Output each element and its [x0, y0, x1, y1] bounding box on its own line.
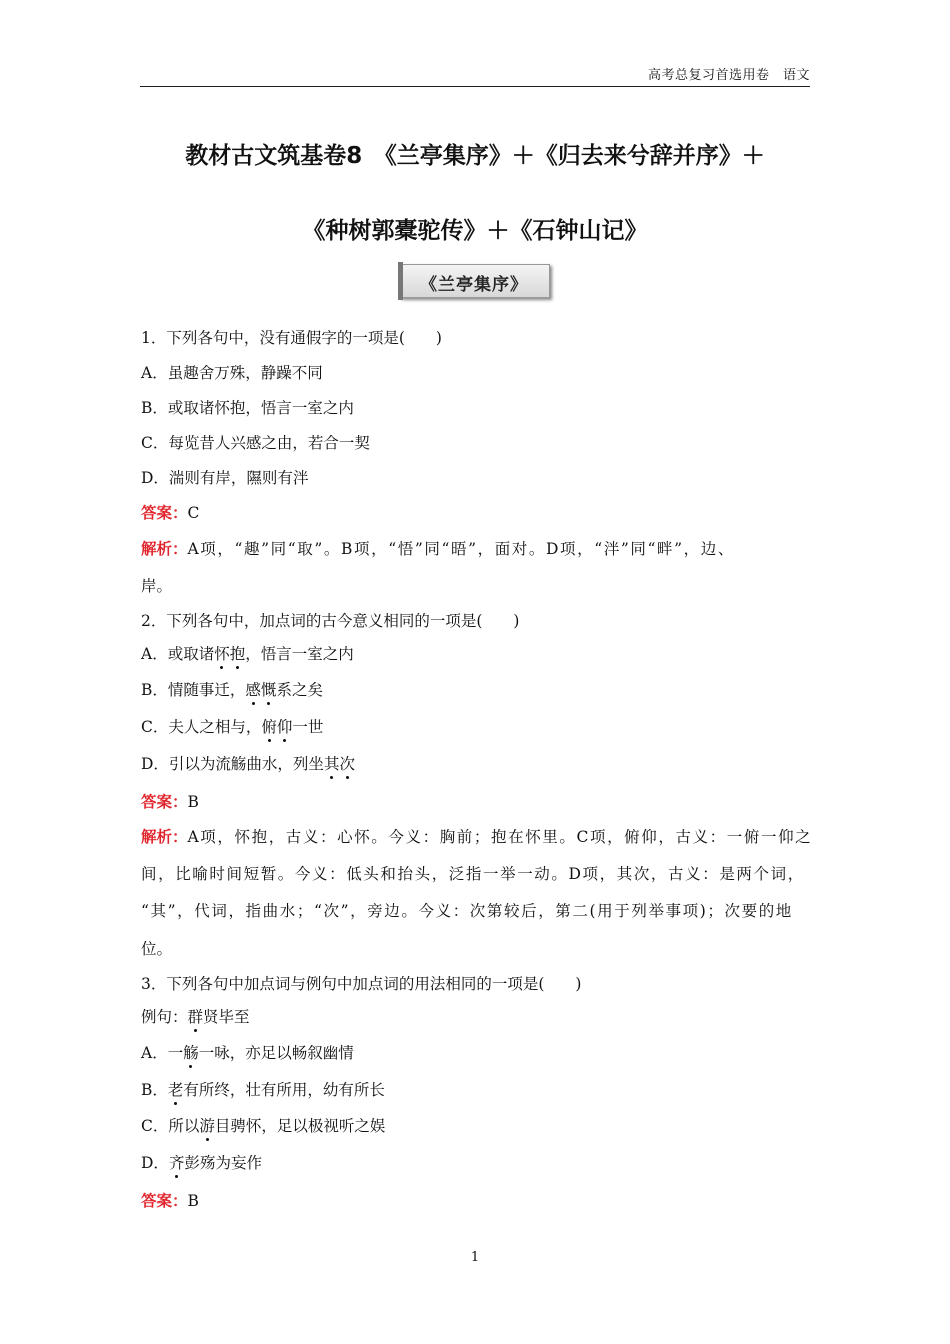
q3-example	[141, 1005, 250, 1027]
q1-stem: 1．下列各句中，没有通假字的一项是( )	[141, 329, 442, 347]
q2-option-b	[141, 678, 323, 700]
dotted-char: 齐	[168, 1154, 185, 1172]
section-banner	[398, 262, 550, 298]
q2-analysis-line3: “其”，代词，指曲水；“次”，旁边。今义：次第较后，第二(用于列举事项)；次要的地	[141, 902, 793, 920]
dotted-char: 俯	[261, 718, 277, 736]
q2-option-a	[141, 642, 354, 664]
example-text: 贤毕至	[203, 1008, 250, 1026]
q2-analysis-line1	[141, 825, 812, 847]
answer-label: 答案：	[141, 503, 188, 522]
q1-analysis-line1	[141, 537, 735, 559]
option-text: 一咏，亦足以畅叙幽情	[198, 1044, 354, 1062]
dotted-char: 抱	[229, 645, 246, 663]
q3-option-c	[141, 1114, 385, 1136]
dotted-char: 群	[187, 1008, 204, 1026]
answer-label: 答案：	[141, 792, 188, 811]
page-title-line1: 教材古文筑基卷8 《兰亭集序》＋《归去来兮辞并序》＋	[185, 143, 765, 169]
option-text: D．	[141, 1154, 169, 1172]
option-text: 目骋怀，足以极视听之娱	[214, 1117, 386, 1135]
q2-stem: 2．下列各句中，加点词的古今意义相同的一项是( )	[141, 612, 520, 630]
section-banner-title: 《兰亭集序》	[420, 275, 528, 295]
analysis-text: A项，“趣”同“取”。B项，“悟”同“晤”，面对。D项，“泮”同“畔”，边、	[187, 540, 735, 558]
dotted-char: 慨	[260, 681, 277, 699]
q1-option-b: B．或取诸怀抱，悟言一室之内	[141, 399, 354, 417]
option-text: A．或取诸	[141, 645, 215, 663]
dotted-char: 怀	[214, 645, 230, 663]
option-text: 一世	[292, 718, 324, 736]
option-text: 系之矣	[276, 681, 323, 699]
answer-label: 答案：	[141, 1191, 188, 1210]
dotted-char: 老	[167, 1081, 184, 1099]
dotted-char: 游	[199, 1117, 215, 1135]
analysis-label: 解析：	[141, 827, 188, 846]
dotted-char: 感	[245, 681, 261, 699]
analysis-text: A项，怀抱，古义：心怀。今义：胸前；抱在怀里。C项，俯仰，古义：一俯一仰之	[187, 828, 813, 846]
dotted-char: 次	[339, 755, 355, 773]
dotted-char: 觞	[183, 1044, 199, 1062]
q3-stem: 3．下列各句中加点词与例句中加点词的用法相同的一项是( )	[141, 975, 582, 993]
page-header	[140, 66, 810, 87]
option-text: C．所以	[141, 1117, 200, 1135]
dotted-char: 其	[323, 755, 340, 773]
q3-answer	[141, 1189, 199, 1211]
q1-answer	[141, 501, 199, 523]
page-number: 1	[470, 1250, 480, 1265]
q2-analysis-line4: 位。	[141, 940, 173, 958]
option-text: B．情随事迁，	[141, 681, 246, 699]
q2-option-d	[141, 752, 355, 774]
option-text: D．引以为流觞曲水，列坐	[141, 755, 324, 773]
q3-option-a	[141, 1041, 354, 1063]
header-text: 高考总复习首选用卷 语文	[647, 68, 810, 83]
q2-answer	[141, 790, 199, 812]
option-text: A．一	[141, 1044, 184, 1062]
option-text: 彭殇为妄作	[184, 1154, 262, 1172]
q2-option-c	[141, 715, 323, 737]
page-title-line2: 《种树郭橐驼传》＋《石钟山记》	[302, 218, 648, 244]
q1-analysis-line2: 岸。	[141, 577, 173, 595]
option-text: ，悟言一室之内	[245, 645, 354, 663]
q1-option-a: A．虽趣舍万殊，静躁不同	[141, 364, 323, 382]
q3-option-d	[141, 1151, 262, 1173]
dotted-char: 仰	[276, 718, 293, 736]
option-text: C．夫人之相与，	[141, 718, 262, 736]
answer-value: B	[187, 1192, 199, 1210]
answer-value: B	[187, 793, 199, 811]
q1-option-d: D．湍则有岸，隰则有泮	[141, 469, 309, 487]
analysis-label: 解析：	[141, 539, 188, 558]
q1-option-c: C．每览昔人兴感之由，若合一契	[141, 434, 370, 452]
q2-analysis-line2: 间，比喻时间短暂。今义：低头和抬头，泛指一举一动。D项，其次，古义：是两个词，	[141, 865, 805, 883]
q3-option-b	[141, 1078, 385, 1100]
example-label: 例句：	[141, 1008, 188, 1026]
option-text: B．	[141, 1081, 168, 1099]
option-text: 有所终，壮有所用，幼有所长	[183, 1081, 385, 1099]
answer-value: C	[187, 504, 200, 522]
